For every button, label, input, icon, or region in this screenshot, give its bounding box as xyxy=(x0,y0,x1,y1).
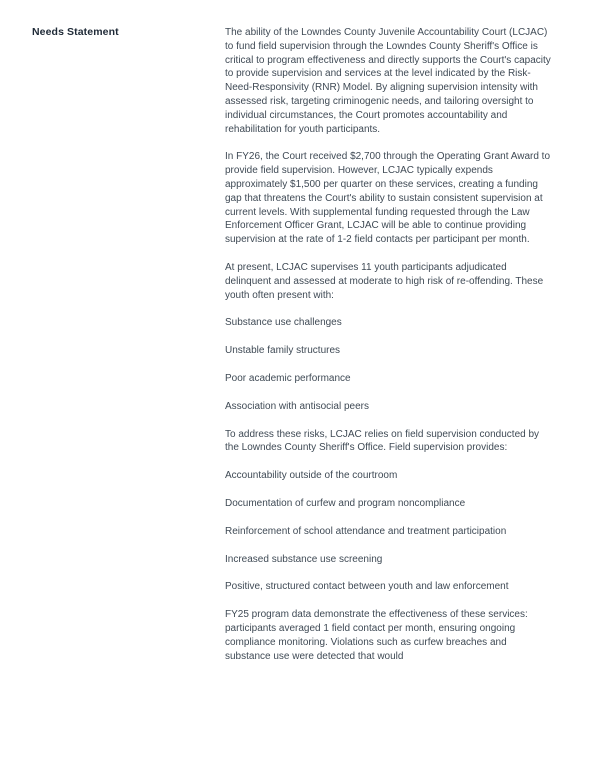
needs-list-item: Accountability outside of the courtroom xyxy=(225,470,398,482)
needs-paragraph: In FY26, the Court received $2,700 through the Operating Grant Award to provide field supervision. However, LCJAC typically expends approximately $1,500 per quarter on these services, creating a funding gap that threatens the Court's ability to sustain consistent supervision at current levels. With supplemental funding requested through the Law Enforcement Officer Grant, LCJAC will be able to continue providing supervision at the rate of 1-2 field contacts per participant per month. xyxy=(225,151,551,246)
needs-paragraph: FY25 program data demonstrate the effectiveness of these services: participants averaged 1 field contact per month, ensuring ongoing compliance monitoring. Violations such as curfew breaches and substance use were detected that would xyxy=(225,609,528,662)
needs-list-item: Documentation of curfew and program noncompliance xyxy=(225,497,466,509)
needs-list-item: Reinforcement of school attendance and treatment participation xyxy=(225,525,507,537)
needs-list-item: Positive, structured contact between youth and law enforcement xyxy=(225,581,509,593)
needs-paragraph: To address these risks, LCJAC relies on field supervision conducted by the Lowndes County Sheriff's Office. Field supervision provides: xyxy=(225,428,540,454)
needs-paragraph: At present, LCJAC supervises 11 youth participants adjudicated delinquent and assessed at moderate to high risk of re-offending. These youth often present with: xyxy=(225,261,544,301)
needs-statement-text xyxy=(225,26,553,663)
needs-list-item: Poor academic performance xyxy=(225,372,351,384)
needs-list-item: Increased substance use screening xyxy=(225,553,383,565)
field-label-needs-statement: Needs Statement xyxy=(32,26,119,38)
needs-list-item: Substance use challenges xyxy=(225,317,342,329)
needs-list-item: Association with antisocial peers xyxy=(225,400,369,412)
needs-paragraph: The ability of the Lowndes County Juvenile Accountability Court (LCJAC) to fund field supervision through the Lowndes County Sheriff's Office is critical to program effectiveness and directly supports the Court's capacity to provide supervision and services at the level indicated by the Risk-Need-Responsivity (RNR) Model. By aligning supervision intensity with assessed risk, targeting criminogenic needs, and tailoring oversight to individual circumstances, the Court promotes accountability and rehabilitation for youth participants. xyxy=(225,27,551,135)
needs-list-item: Unstable family structures xyxy=(225,345,341,357)
